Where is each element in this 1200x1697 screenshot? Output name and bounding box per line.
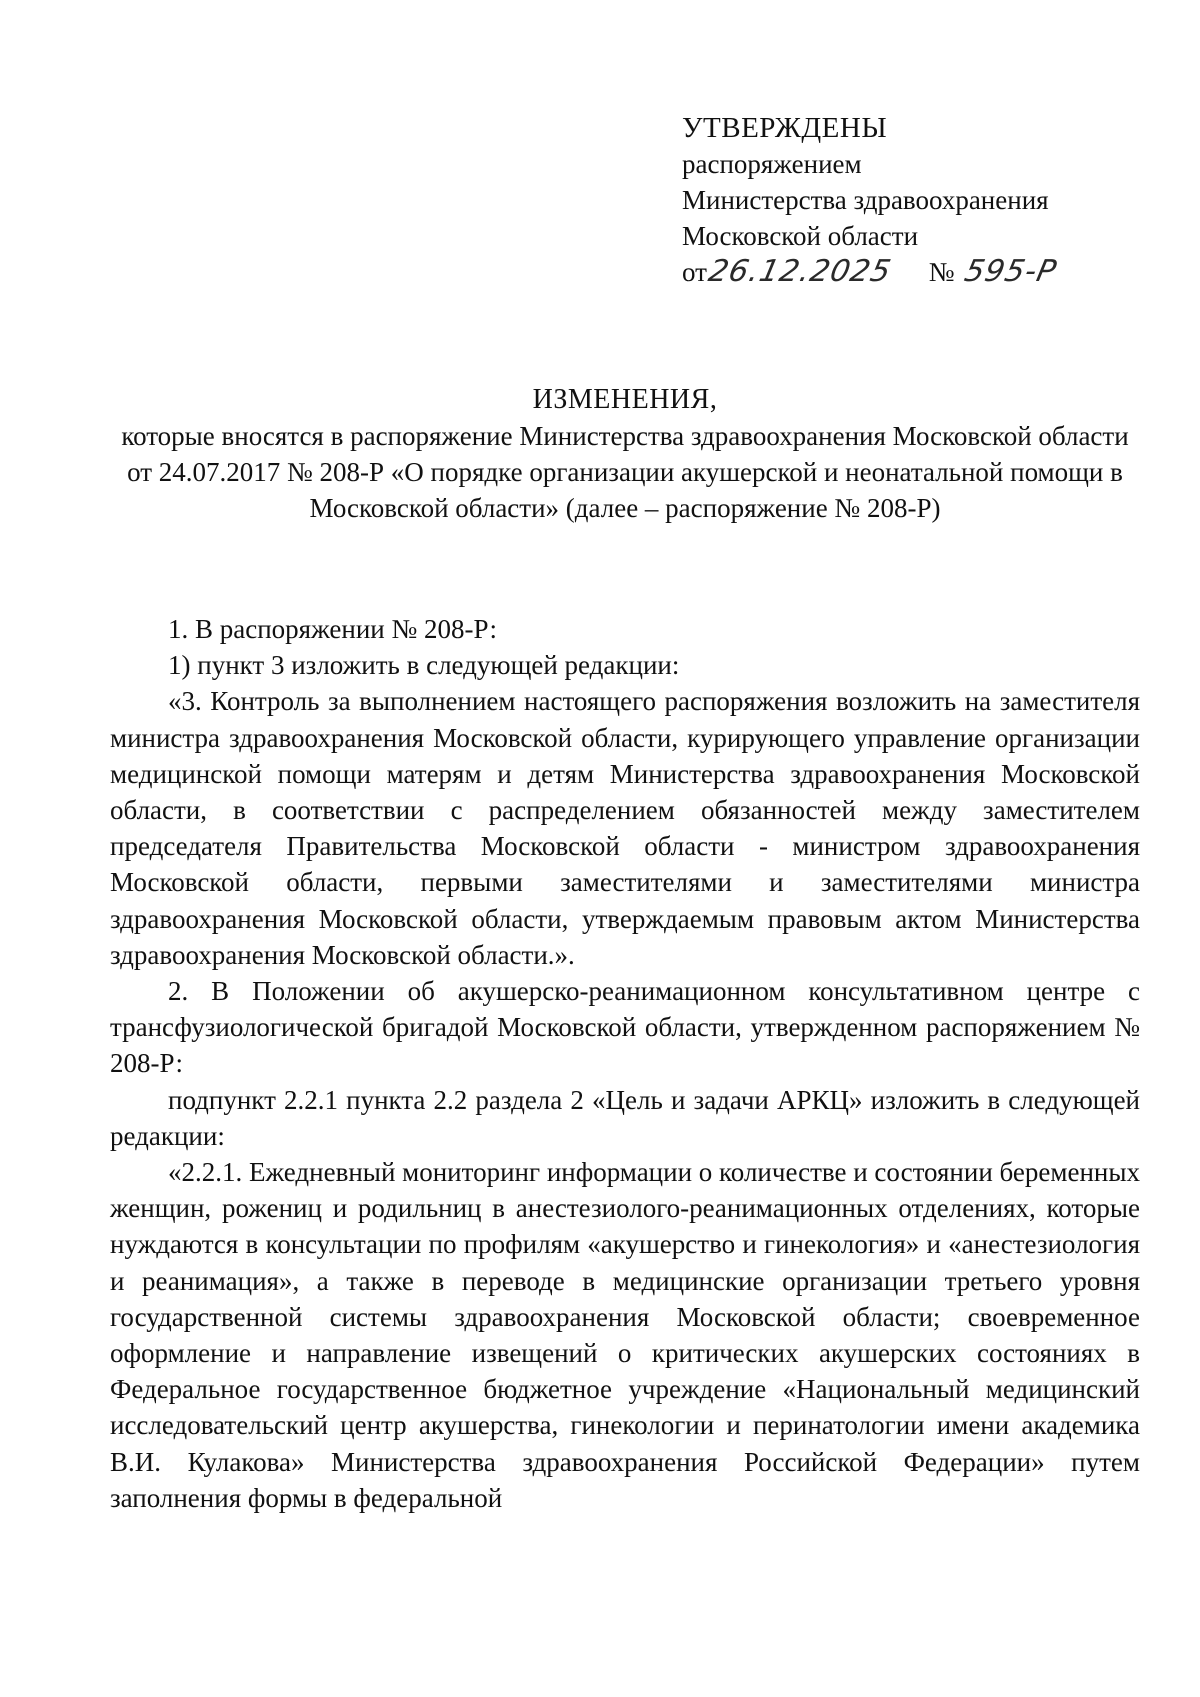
approval-date-line xyxy=(682,254,1152,298)
document-body xyxy=(110,611,1140,1516)
handwritten-number: 595-Р xyxy=(960,254,1060,289)
paragraph-5: подпункт 2.2.1 пункта 2.2 раздела 2 «Цель и задачи АРКЦ» изложить в следующей редакции: xyxy=(110,1084,1140,1151)
document-title: ИЗМЕНЕНИЯ, xyxy=(532,384,718,415)
handwritten-date: 26.12.2025 xyxy=(705,254,895,289)
number-label: № xyxy=(928,257,955,287)
approval-line-order: распоряжением xyxy=(682,149,862,179)
paragraph-1: 1. В распоряжении № 208-Р: xyxy=(168,614,497,644)
approval-line-region: Московской области xyxy=(682,221,919,251)
paragraph-6: «2.2.1. Ежедневный мониторинг информации о количестве и состоянии беременных женщин, рожениц и родильниц в анестезиолого-реанимационных отделениях, которые нуждаются в консультации по профилям «акушерство и гинекология» и «анестезиология и реанимация», а также в переводе в медицинские организации третьего уровня государственной системы здравоохранения Московской области; своевременное оформление и направление извещений о критических акушерских состояниях в Федеральное государственное бюджетное учреждение «Национальный медицинский исследовательский центр акушерства, гинекологии и перинатологии имени академика В.И. Кулакова» Министерства здравоохранения Российской Федерации» путем заполнения формы в федеральной xyxy=(110,1157,1140,1513)
title-block xyxy=(110,382,1140,526)
paragraph-3: «3. Контроль за выполнением настоящего распоряжения возложить на заместителя министра здравоохранения Московской области, курирующего управление организации медицинской помощи матерям и детям Министерства здравоохранения Московской области, в соответствии с распределением обязанностей между заместителем председателя Правительства Московской области - министром здравоохранения Московской области, первыми заместителями и заместителями министра здравоохранения Московской области, утверждаемым правовым актом Министерства здравоохранения Московской области.». xyxy=(110,686,1140,970)
date-prefix: от xyxy=(682,257,707,287)
approved-heading: УТВЕРЖДЕНЫ xyxy=(682,112,888,144)
approval-block xyxy=(682,110,1152,298)
paragraph-2: 1) пункт 3 изложить в следующей редакции: xyxy=(168,650,680,681)
document-subtitle: которые вносятся в распоряжение Министерства здравоохранения Московской области от 24.07.2017 № 208-Р «О порядке организации акушерской и неонатальной помощи в Московской области» (далее – распоряжение № 208-Р) xyxy=(121,421,1129,523)
approval-line-ministry: Министерства здравоохранения xyxy=(682,185,1049,215)
paragraph-4: 2. В Положении об акушерско-реанимационном консультативном центре с трансфузиологической бригадой Московской области, утвержденном распоряжением № 208-Р: xyxy=(110,976,1140,1079)
